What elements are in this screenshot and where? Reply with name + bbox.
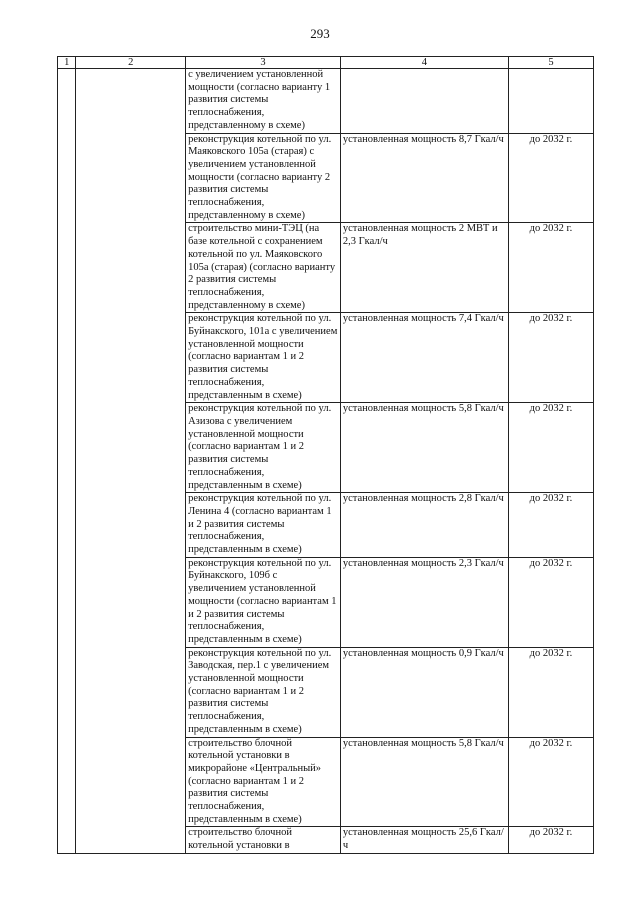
cell-parameter: установленная мощность 25,6 Гкал/ч: [340, 827, 508, 853]
table-header-row: [58, 57, 594, 69]
cell-parameter: установленная мощность 8,7 Гкал/ч: [340, 133, 508, 223]
cell-description: реконструкция котельной по ул. Азизова с увеличением установленной мощности (согласно вариантам 1 и 2 развития системы теплоснабжения, представленным в схеме): [186, 403, 341, 493]
cell-description: реконструкция котельной по ул. Буйнакского, 109б с увеличением установленной мощности (согласно вариантам 1 и 2 развития системы теплоснабжения, представленным в схеме): [186, 557, 341, 647]
cell-description: реконструкция котельной по ул. Буйнакского, 101а с увеличением установленной мощности (согласно вариантам 1 и 2 развития системы теплоснабжения, представленным в схеме): [186, 313, 341, 403]
cell-parameter: [340, 69, 508, 134]
page-number: 293: [310, 26, 330, 41]
column-header-2: 2: [76, 57, 186, 69]
cell-term: до 2032 г.: [508, 223, 593, 313]
cell-col1: [58, 69, 76, 854]
cell-parameter: установленная мощность 2,3 Гкал/ч: [340, 557, 508, 647]
cell-description: с увеличением установленной мощности (согласно варианту 1 развития системы теплоснабжения, представленному в схеме): [186, 69, 341, 134]
cell-description: строительство блочной котельной установки в: [186, 827, 341, 853]
cell-term: до 2032 г.: [508, 403, 593, 493]
cell-term: до 2032 г.: [508, 557, 593, 647]
cell-term: до 2032 г.: [508, 313, 593, 403]
cell-parameter: установленная мощность 0,9 Гкал/ч: [340, 647, 508, 737]
cell-term: [508, 69, 593, 134]
cell-parameter: установленная мощность 2 МВТ и 2,3 Гкал/ч: [340, 223, 508, 313]
cell-description: реконструкция котельной по ул. Маяковского 105а (старая) с увеличением установленной мощности (согласно варианту 2 развития системы теплоснабжения, представленному в схеме): [186, 133, 341, 223]
cell-parameter: установленная мощность 5,8 Гкал/ч: [340, 737, 508, 827]
cell-col2: [76, 69, 186, 854]
table-row: [58, 69, 594, 134]
cell-parameter: установленная мощность 7,4 Гкал/ч: [340, 313, 508, 403]
cell-parameter: установленная мощность 2,8 Гкал/ч: [340, 493, 508, 558]
cell-term: до 2032 г.: [508, 133, 593, 223]
cell-description: строительство блочной котельной установки в микрорайоне «Центральный» (согласно вариантам 1 и 2 развития системы теплоснабжения, представленным в схеме): [186, 737, 341, 827]
cell-term: до 2032 г.: [508, 827, 593, 853]
cell-parameter: установленная мощность 5,8 Гкал/ч: [340, 403, 508, 493]
cell-term: до 2032 г.: [508, 647, 593, 737]
column-header-1: 1: [58, 57, 76, 69]
cell-term: до 2032 г.: [508, 493, 593, 558]
cell-term: до 2032 г.: [508, 737, 593, 827]
cell-description: строительство мини-ТЭЦ (на базе котельной с сохранением котельной по ул. Маяковского 105а (старая) (согласно варианту 2 развития системы теплоснабжения, представленному в схеме): [186, 223, 341, 313]
column-header-3: 3: [186, 57, 341, 69]
cell-description: реконструкция котельной по ул. Заводская, пер.1 с увеличением установленной мощности (согласно вариантам 1 и 2 развития системы теплоснабжения, представленным в схеме): [186, 647, 341, 737]
column-header-5: 5: [508, 57, 593, 69]
cell-description: реконструкция котельной по ул. Ленина 4 (согласно вариантам 1 и 2 развития системы теплоснабжения, представленным в схеме): [186, 493, 341, 558]
column-header-4: 4: [340, 57, 508, 69]
projects-table: [57, 56, 594, 854]
